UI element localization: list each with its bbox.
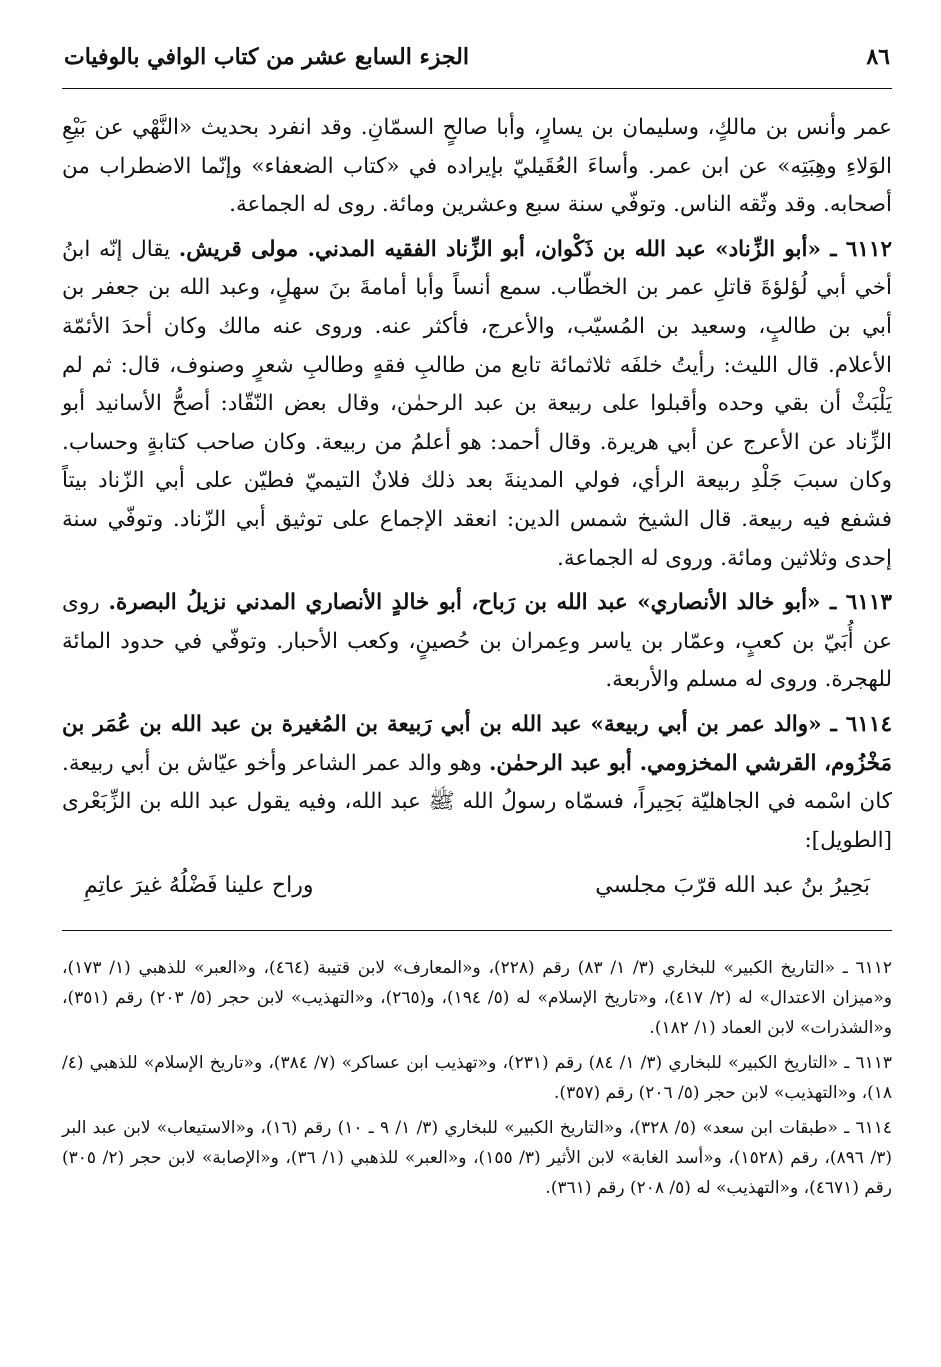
entry-6112 [62, 231, 892, 578]
paragraph [62, 109, 892, 225]
poem-hemistich-first: بَحِيرُ بنُ عبد الله قرّبَ مجلسي [595, 873, 870, 899]
poem-hemistich-second: وراح علينا فَضْلُهُ غيرَ عاتِمِ [84, 873, 314, 899]
entry-text: يقال إنّه ابنُ أخي أبي لُؤلؤةَ قاتلِ عمر بن الخطّاب. سمع أنساً وأبا أمامةَ بنَ سهلٍ، وعبد الله بن جعفر بن أبي بن طالبٍ، وسعيد بن المُسيّب، والأعرج، فأكثر عنه. وروى عنه مالك وكان أحدَ الأئمّة الأعلام. قال الليث: رأيتُ خلفَه ثلاثمائة تابع من طالبِ فقهٍ وطالبِ شعرٍ وصنوف، قال: ثم لم يَلْبَثْ أن بقي وحده وأقبلوا على ربيعة بن عبد الرحمٰن، وقال بعض النّقّاد: أصحُّ الأسانيد أبو الزِّناد عن الأعرج عن أبي هريرة. وقال أحمد: هو أعلمُ من ربيعة. وكان صاحب كتابةٍ وحساب. وكان سببَ جَلْدِ ربيعة الرأي، فولي المدينةَ بعد ذلك فلانٌ التيميّ فطيّن على أبي الزّناد بيتاً فشفع فيه ربيعة. قال الشيخ شمس الدين: انعقد الإجماع على توثيق أبي الزّناد. وتوفّي سنة إحدى وثلاثين ومائة. وروى له الجماعة. [62, 236, 892, 571]
poem-verse [84, 866, 870, 906]
entry-heading: ٦١١٣ ـ «أبو خالد الأنصاري» عبد الله بن رَباح، أبو خالدٍ الأنصاري المدني نزيلُ البصرة. [108, 590, 892, 616]
main-text [62, 109, 892, 906]
entry-6114 [62, 706, 892, 860]
page-header [62, 44, 892, 89]
entry-6113 [62, 584, 892, 700]
footnotes [62, 930, 892, 1203]
footnote-6113: ٦١١٣ ـ «التاريخ الكبير» للبخاري (٣/ ١/ ٨٤) رقم (٢٣١)، و«تهذيب ابن عساكر» (٧/ ٣٨٤)، و«تاريخ الإسلام» للذهبي (٤/ ١٨)، و«التهذيب» لابن حجر (٥/ ٢٠٦) رقم (٣٥٧). [62, 1053, 892, 1104]
entry-heading: ٦١١٤ ـ «والد عمر بن أبي ربيعة» عبد الله بن أبي رَبيعة بن المُغيرة بن عبد الله بن عُمَر بن مَخْزُوم، القرشي المخزومي. أبو عبد الرحمٰن. [62, 711, 892, 776]
page-number: ٨٦ [866, 44, 890, 70]
entry-heading: ٦١١٢ ـ «أبو الزِّناد» عبد الله بن ذَكْوان، أبو الزِّناد الفقيه المدني. مولى قريش. [178, 236, 892, 262]
footnote-6112: ٦١١٢ ـ «التاريخ الكبير» للبخاري (٣/ ١/ ٨٣) رقم (٢٢٨)، و«المعارف» لابن قتيبة (٤٦٤)، و«العبر» للذهبي (١/ ١٧٣)، و«ميزان الاعتدال» له (٢/ ٤١٧)، و«تاريخ الإسلام» له (٥/ ١٩٤)، و(٢٦٥)، و«التهذيب» لابن حجر (٥/ ٢٠٣) رقم (٣٥١)، و«الشذرات» لابن العماد (١/ ١٨٢). [62, 958, 892, 1039]
entry-text: وهو والد عمر الشاعر وأخو عيّاش بن أبي ربيعة. كان اسْمه في الجاهليّة بَحِيراً، فسمّاه رسولُ الله ﷺ عبد الله، وفيه يقول عبد الله بن الزِّبَعْرى [الطويل]: [62, 750, 892, 853]
entry-text: روى عن أُبَيّ بن كعبٍ، وعمّار بن ياسر وعِمران بن حُصينٍ، وكعب الأحبار. وتوفّي في حدود المائة للهجرة. وروى له مسلم والأربعة. [62, 590, 892, 693]
running-title: الجزء السابع عشر من كتاب الوافي بالوفيات [64, 44, 469, 70]
book-page [62, 44, 892, 1208]
paragraph-text: عمر وأنس بن مالكٍ، وسليمان بن يسارٍ، وأبا صالحٍ السمّانِ. وقد انفرد بحديث «النَّهْي عن بَيْعِ الوَلاءِ وهِبَتِه» عن ابن عمر. وأساءَ العُقَيليّ بإيراده في «كتاب الضعفاء» وإنّما الاضطراب من أصحابه. وقد وثّقه الناس. وتوفّي سنة سبع وعشرين ومائة. روى له الجماعة. [62, 115, 892, 218]
footnote-6114: ٦١١٤ ـ «طبقات ابن سعد» (٥/ ٣٢٨)، و«التاريخ الكبير» للبخاري (٣/ ١/ ٩ ـ ١٠) رقم (١٦)، و«الاستيعاب» لابن عبد البر (٣/ ٨٩٦)، رقم (١٥٢٨)، و«أسد الغابة» لابن الأثير (٣/ ١٥٥)، و«العبر» للذهبي (١/ ٣٦)، و«الإصابة» لابن حجر (٢/ ٣٠٥) رقم (٤٦٧١)، و«التهذيب» له (٥/ ٢٠٨) رقم (٣٦١). [62, 1118, 893, 1199]
